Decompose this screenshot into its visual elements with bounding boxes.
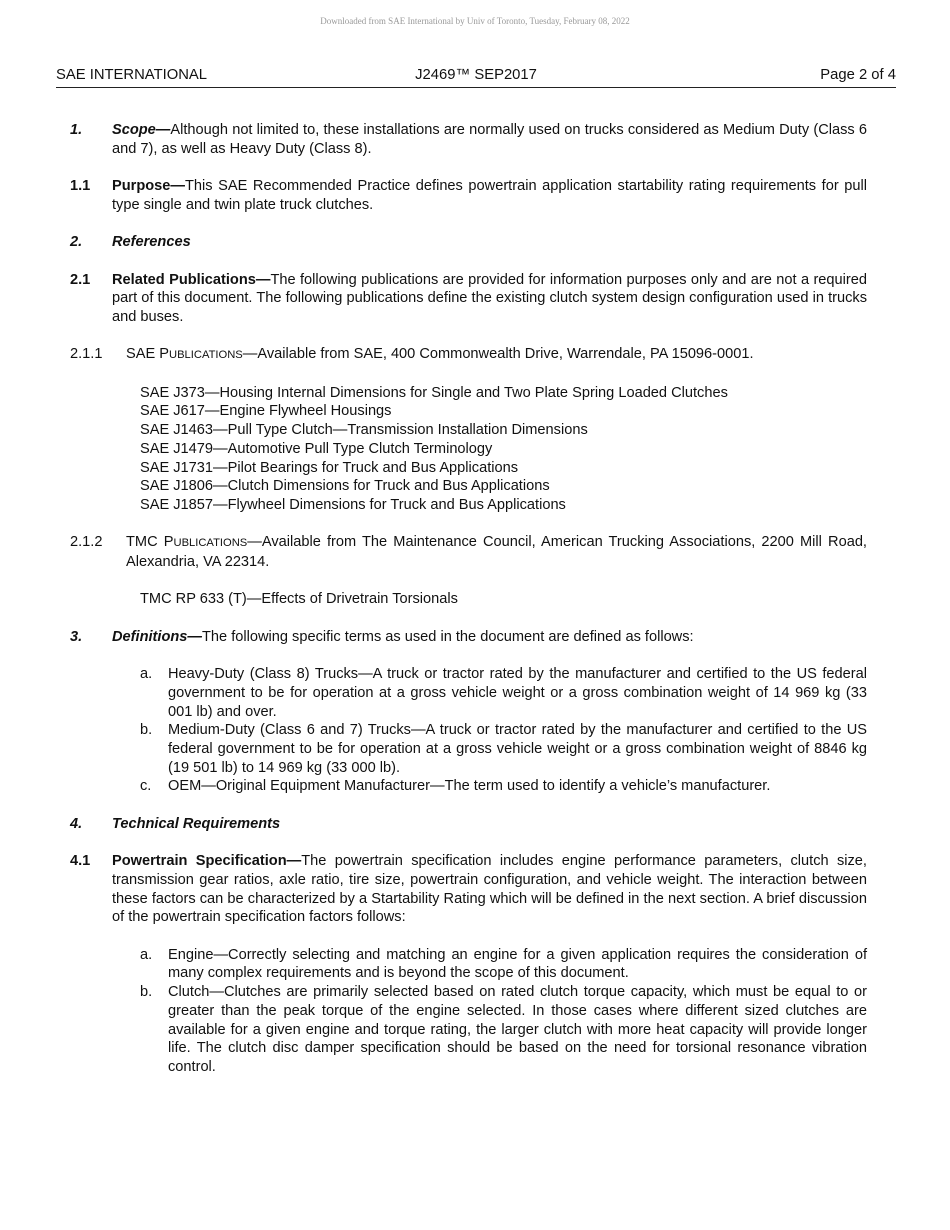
section-powertrain-specification [70,852,867,927]
section-number: 4.1 [70,853,91,870]
section-sae-publications [70,345,867,365]
section-related-publications [70,271,867,327]
section-title-smallcaps: UBLICATIONS [173,537,248,550]
section-title: Powertrain Specification— [112,853,302,870]
reference-item: TMC RP 633 (T)—Effects of Drivetrain Torsionals [140,591,458,608]
reference-item: SAE J1463—Pull Type Clutch—Transmission Installation Dimensions [140,422,588,439]
reference-item: SAE J1731—Pilot Bearings for Truck and Bus Applications [140,459,519,476]
list-text: Heavy-Duty (Class 8) Trucks—A truck or tractor rated by the manufacturer and certified to the US federal government to be for operation at a gross vehicle weight or a gross combination weight of 14 969 kg (33 001 lb) and over. [168,666,867,720]
list-text: Clutch—Clutches are primarily selected based on rated clutch torque capacity, which must be equal to or greater than the peak torque of the engine selected. In those cases where different sized clutches are available for a given engine and torque rating, the larger clutch with more heat capacity will provide longer life. The clutch disc damper specification should be based on the need for torsional resonance vibration control. [168,984,867,1075]
section-number: 3. [70,628,83,645]
section-number: 2.1.2 [70,534,103,551]
section-number: 2. [70,234,83,251]
section-technical-requirements [70,815,867,834]
section-number: 2.1.1 [70,346,103,363]
section-title: Related Publications— [112,271,271,288]
document-body [70,121,867,1095]
reference-item: SAE J373—Housing Internal Dimensions for Single and Two Plate Spring Loaded Clutches [140,384,728,401]
list-letter: a. [140,666,153,683]
reference-item: SAE J1479—Automotive Pull Type Clutch Terminology [140,440,493,457]
section-title: Definitions— [112,628,202,645]
section-number: 1. [70,122,83,138]
tmc-reference-list [70,590,867,609]
section-text: The following publications are provided for information purposes only and are not a required part of this document. The following publications define the existing clutch system design configuration used in trucks and buses. [112,271,867,325]
section-title: Purpose— [112,178,185,195]
section-number: 1.1 [70,178,91,195]
list-text: Engine—Correctly selecting and matching an engine for a given application requires the consideration of many complex requirements and is beyond the scope of this document. [168,946,867,982]
section-text: —Available from The Maintenance Council, American Trucking Associations, 2200 Mill Road, Alexandria, VA 22314. [126,534,867,571]
section-scope [70,121,867,158]
section-title-smallcaps: UBLICATIONS [169,349,243,362]
list-item [140,665,867,721]
list-item [140,983,867,1077]
header-page-number: Page 2 of 4 [820,67,896,83]
header-organization: SAE INTERNATIONAL [56,67,208,83]
section-purpose [70,177,867,214]
section-title-cap: TMC P [126,534,174,551]
section-text: Although not limited to, these installations are normally used on trucks considered as Medium Duty (Class 6 and 7), as well as Heavy Duty (Class 8). [112,122,867,157]
definitions-list [70,665,867,796]
section-tmc-publications [70,533,867,571]
page-header [56,67,896,88]
list-item [140,721,867,777]
list-item [140,777,867,796]
powertrain-factors-list [70,946,867,1077]
section-references [70,233,867,252]
section-text: The following specific terms as used in the document are defined as follows: [202,628,694,645]
list-item [140,946,867,983]
section-title: Technical Requirements [112,815,281,832]
section-title: References [112,234,191,251]
list-letter: b. [140,984,153,1001]
section-text: This SAE Recommended Practice defines powertrain application startability rating requirements for pull type single and twin plate truck clutches. [112,178,867,213]
reference-item: SAE J1857—Flywheel Dimensions for Truck and Bus Applications [140,496,566,513]
list-letter: b. [140,722,153,739]
sae-reference-list [70,384,867,515]
section-number: 2.1 [70,271,91,288]
list-text: Medium-Duty (Class 6 and 7) Trucks—A truck or tractor rated by the manufacturer and certified to the US federal government to be for operation at a gross vehicle weight or a gross combination weight of 8846 kg (19 501 lb) to 14 969 kg (33 000 lb). [168,722,867,776]
section-text: The powertrain specification includes engine performance parameters, clutch size, transmission gear ratios, axle ratio, tire size, powertrain configuration, and vehicle weight. The interaction between these factors can be characterized by a Startability Rating which will be defined in the next section. A brief discussion of the powertrain specification factors follows: [112,853,867,926]
section-title-cap: SAE P [126,346,169,363]
section-title: Scope— [112,122,171,138]
section-definitions [70,628,867,647]
list-letter: a. [140,946,153,963]
list-text: OEM—Original Equipment Manufacturer—The term used to identify a vehicle’s manufacturer. [168,778,771,795]
list-letter: c. [140,778,152,795]
section-number: 4. [70,815,83,832]
reference-item: SAE J617—Engine Flywheel Housings [140,403,392,420]
reference-item: SAE J1806—Clutch Dimensions for Truck and Bus Applications [140,478,550,495]
section-text: —Available from SAE, 400 Commonwealth Drive, Warrendale, PA 15096-0001. [242,346,754,363]
download-watermark: Downloaded from SAE International by Univ of Toronto, Tuesday, February 08, 2022 [320,16,630,26]
header-document-id: J2469™ SEP2017 [415,67,537,83]
